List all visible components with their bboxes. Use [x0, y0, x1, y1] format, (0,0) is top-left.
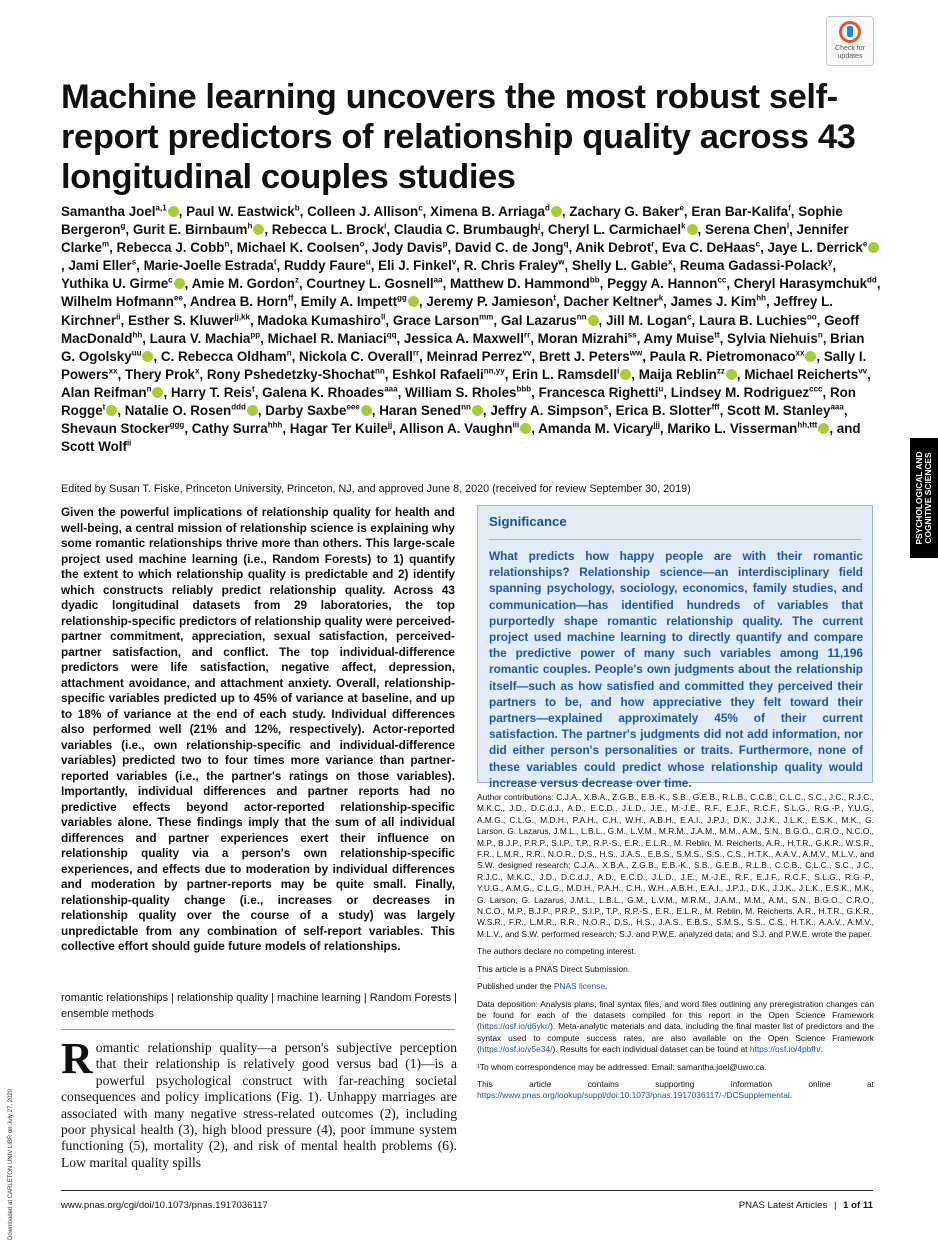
section-side-tab [910, 438, 938, 558]
edited-by-line: Edited by Susan T. Fiske, Princeton University, Princeton, NJ, and approved June 8, 2020 (received for review September 30, 2019) [61, 483, 691, 495]
journal-name: PNAS Latest Articles [738, 1200, 828, 1211]
footer-separator: | [833, 1200, 837, 1211]
significance-heading: Significance [489, 514, 567, 529]
keywords: romantic relationships | relationship quality | machine learning | Random Forests | ensemble methods [61, 992, 458, 1020]
author-list: Samantha Joel$^{a,1}$ , Paul W. Eastwick$^b$, Colleen J. Allison$^c$, Ximena B. Arriaga$^d$ , Zachary G. Baker$^e$, Eran Bar-Kalifa$^f$, Sophie Bergeron$^g$, Gurit E. Birnbaum$^h$ , Rebecca L. Brock$^i$, Claudia C. Brumbaugh$^j$, Cheryl L. Carmichael$^k$ , Serena Chen$^l$, Jennifer Clarke$^m$, Rebecca J. Cobb$^n$, Michael K. Coolsen$^o$, Jody Davis$^p$, David C. de Jong$^q$, Anik Debrot$^r$, Eva C. DeHaas$^c$, Jaye L. Derrick$^e$, Jami Eller$^s$, Marie-Joelle Estrada$^t$, Ruddy Faure$^u$, Eli J. Finkel$^v$, R. Chris Fraley$^w$, Shelly L. Gable$^x$, Reuma Gadassi-Polack$^y$, Yuthika U. Girme$^c$ , Amie M. Gordon$^z$, Courtney L. Gosnell$^{aa}$, Matthew D. Hammond$^{bb}$, Peggy A. Hannon$^{cc}$, Cheryl Harasymchuk$^{dd}$, Wilhelm Hofmann$^{ee}$, Andrea B. Horn$^{ff}$, Emily A. Impett$^{gg}$ , Jeremy P. Jamieson$^t$, Dacher Keltner$^k$, James J. Kim$^{hh}$, Jeffrey L. Kirchner$^{ii}$, Esther S. Kluwer$^{jj,kk}$, Madoka Kumashiro$^{ll}$, Grace Larson$^{mm}$, Gal Lazarus$^{nn}$ , Jill M. Logan$^c$, Laura B. Luchies$^{oo}$, Geoff MacDonald$^{hh}$, Laura V. Machia$^{pp}$, Michael R. Maniaci$^{qq}$, Jessica A. Maxwell$^{rr}$, Moran Mizrahi$^{ss}$, Amy Muise$^{tt}$, Sylvia Niehuis$^n$, Brian G. Ogolsky$^{uu}$ , C. Rebecca Oldham$^n$, Nickola C. Overall$^{rr}$, Meinrad Perrez$^{vv}$, Brett J. Peters$^{ww}$, Paula R. Pietromonaco$^{xx}$ , Sally I. Powers$^{xx}$, Thery Prok$^x$, Rony Pshedetzky-Shochat$^{nn}$, Eshkol Rafaeli$^{nn,yy}$, Erin L. Ramsdell$^i$ , Maija Reblin$^{zz}$ , Michael Reicherts$^{vv}$, Alan Reifman$^n$ , Harry T. Reis$^t$, Galena K. Rhoades$^{aaa}$, William S. Rholes$^{bbb}$, Francesca Righetti$^u$, Lindsey M. Rodriguez$^{ccc}$, Ron Rogge$^t$ , Natalie O. Rosen$^{ddd}$ , Darby Saxbe$^{eee}$ , Haran Sened$^{nn}$ , Jeffry A. Simpson$^s$, Erica B. Slotter$^{fff}$, Scott M. Stanley$^{aaa}$, Shevaun Stocker$^{ggg}$, Cathy Surra$^{hhh}$, Hagar Ter Kuile$^{jj}$, Allison A. Vaughn$^{iii}$ , Amanda M. Vicary$^{jjj}$, Mariko L. Visserman$^{hh,ttt}$ , and Scott Wolf$^{ii}$ [61, 203, 881, 455]
deposition-text-3: ). Results for each individual dataset can be found at [552, 1044, 750, 1055]
side-tab-line-1: PSYCHOLOGICAL AND [914, 451, 924, 545]
osf-link-1[interactable]: https://osf.io/d6ykr/ [479, 1021, 551, 1032]
abstract: Given the powerful implications of relationship quality for health and well-being, a central mission of relationship science is explaining why some romantic relationships thrive more than others. This large-scale project used machine learning (i.e., Random Forests) to 1) quantify the extent to which relationship quality is predictable and 2) identify which constructs reliably predict relationship quality. Across 43 dyadic longitudinal datasets from 29 laboratories, the top relationship-specific predictors of relationship quality were perceived-partner commitment, appreciation, sexual satisfaction, perceived-partner satisfaction, and conflict. The top individual-difference predictors were life satisfaction, negative affect, depression, attachment avoidance, and attachment anxiety. Overall, relationship-specific variables predicted up to 45% of variance at baseline, and up to 18% of variance at the end of each study. Individual differences also performed well (21% and 12%, respectively). Actor-reported variables (i.e., own relationship-specific and individual-difference variables) predicted two to four times more variance than partner-reported variables (i.e., the partner's ratings on those variables). Importantly, individual differences and partner reports had no predictive effects beyond actor-reported relationship-specific variables alone. These findings imply that the sum of all individual differences and partner experiences exert their influence on relationship quality via a person's own relationship-specific experiences, and effects due to moderation by individual differences and moderation by partner-reports may be quite small. Finally, relationship-quality change (i.e., increases or decreases in relationship quality over the course of a study) was largely unpredictable from any combination of self-report variables. This collective effort should guide future models of relationships. [61, 505, 455, 953]
deposition-text-1: Data deposition: Analysis plans, final syntax files, and word files outlining any preregistration changes can be found for each of the datasets compiled for this report in the Open Science Framework ( [477, 998, 874, 1032]
osf-link-2[interactable]: https://osf.io/v5e34/ [479, 1044, 553, 1055]
author-contributions: Author contributions: C.J.A., X.B.A., Z.G.B., E.B.-K., S.B., G.E.B., R.L.B., C.C.B., C.L.C., S.C., J.C., R.J.C., M.K.C., J.D., D.C.d.J., A.D., E.C.D., J.L.D., J.E., M.-J.E., R.F., E.J.F., R.C.F., S.L.G., R.G.-P., Y.U.G., A.M.G., C.L.G., M.D.H., P.A.H., C.H., W.H., A.B.H., E.A.I., J.P.J., D.K., J.J.K., J.L.K., E.S.K., M.K., G. Larson, G. Lazarus, J.M.L., L.B.L., G.M., L.V.M., M.R.M., J.A.M., M.M., A.M., S.N., B.G.O., C.R.O., N.C.O., M.P., B.J.P., P.R.P., S.I.P., T.P., R.P.-S., E.R., E.L.R., M. Reblin, M. Reicherts, A.R., H.T.R., G.K.R., W.S.R., F.R., L.M.R., R.R., N.O.R., D.S., H.S., J.A.S., E.B.S., S.M.S., S.S., C.S., H.T.K., A.A.V., A.M.V., M.L.V., and S.W. designed research; C.J.A., X.B.A., Z.G.B., E.B.-K., S.B., G.E.B., R.L.B., C.C.B., C.L.C., S.C., J.C., R.J.C., M.K.C., J.D., D.C.d.J., A.D., E.C.D., J.L.D., J.E., M.-J.E., R.F., E.J.F., R.C.F., S.L.G., R.G.-P., Y.U.G., A.M.G., C.L.G., M.D.H., P.A.H., C.H., W.H., A.B.H., E.A.I., J.P.J., D.K., J.J.K., J.L.K., E.S.K., M.K., G. Larson, G. Lazarus, J.M.L., L.B.L., G.M., L.V.M., M.R.M., J.A.M., M.M., A.M., S.N., B.G.O., C.R.O., N.C.O., M.P., B.J.P., P.R.P., S.I.P., T.P., R.P.-S., E.R., E.L.R., M. Reblin, M. Reicherts, A.R., H.T.R., G.K.R., W.S.R., F.R., L.M.R., R.R., N.O.R., D.S., H.S., J.A.S., E.B.S., S.M.S., S.S., C.S., H.T.K., A.A.V., A.M.V., M.L.V., and S.W. performed research; S.J. and P.W.E. analyzed data; and S.J. and P.W.E. wrote the paper. [477, 792, 874, 939]
footer-divider [61, 1190, 873, 1191]
article-title: Machine learning uncovers the most robust self-report predictors of relationship quality across 43 longitudinal couples studies [61, 78, 856, 196]
keywords-divider [61, 1029, 455, 1030]
direct-submission: This article is a PNAS Direct Submission. [477, 963, 631, 974]
crossmark-icon [839, 21, 861, 43]
page-footer [600, 1200, 873, 1211]
deposition-text-2: ). Meta-analytic materials and data, including the final master list of predictors and the syntax used to compute success rates, are also available on the Open Science Framework ( [477, 1021, 874, 1055]
doi-url[interactable]: www.pnas.org/cgi/doi/10.1073/pnas.1917036117 [61, 1200, 268, 1211]
data-deposition [477, 999, 874, 1056]
supplemental-link[interactable]: https://www.pnas.org/lookup/suppl/doi:10.1073/pnas.1917036117/-/DCSupplemental [477, 1090, 790, 1101]
badge-label-1: Check for [835, 45, 865, 52]
download-watermark: Downloaded at CARLETON UNIV LIBR on July 27, 2020 [8, 1089, 14, 1240]
supporting-suffix: . [789, 1090, 793, 1101]
deposition-text-4: . [820, 1044, 823, 1055]
correspondence-note: ¹To whom correspondence may be addressed. Email: samantha.joel@uwo.ca. [477, 1061, 767, 1072]
pnas-license-link[interactable]: PNAS license [553, 981, 606, 992]
significance-box [477, 505, 873, 790]
supporting-info [477, 1079, 874, 1102]
license-prefix: Published under the [477, 981, 554, 992]
page-number: 1 of 11 [843, 1200, 873, 1211]
supporting-prefix: This article contains supporting information online at [477, 1078, 874, 1089]
license-suffix: . [605, 981, 608, 992]
significance-text: What predicts how happy people are with their romantic relationships? Relationship science—an interdisciplinary field spanning psychology, sociology, economics, family studies, and communication—has identified hundreds of variables that purportedly shape romantic relationship quality. The current project used machine learning to directly quantify and compare the predictive power of many such variables among 11,196 romantic couples. People's own judgments about the relationship itself—such as how satisfied and committed they perceived their partners to be, and how appreciative they felt toward their partners—explained approximately 45% of their current satisfaction. The partner's judgments did not add information, nor did either person's personalities or traits. Furthermore, none of these variables could predict whose relationship quality would increase versus decrease over time. [489, 549, 863, 790]
competing-interest: The authors declare no competing interest. [477, 946, 637, 957]
badge-label-2: updates [837, 53, 863, 60]
check-for-updates-badge[interactable] [826, 16, 874, 66]
license-note [477, 981, 874, 992]
intro-text: omantic relationship quality—a person's subjective perception that their relationship is relatively good versus bad (1)—is a powerful psychological construct with far-reaching societal consequences and policy implications (Fig. 1). Unhappy marriages are associated with many negative stress-related outcomes (2), including poor physical health (3), high blood pressure (4), poor immune system functioning (5), mortality (2), and risk of mental health problems (6). Low marital quality spills [61, 1040, 457, 1170]
intro-paragraph [61, 1034, 457, 1171]
osf-link-3[interactable]: https://osf.io/4pbfh/ [749, 1044, 821, 1055]
significance-divider [489, 539, 861, 540]
side-tab-line-2: COGNITIVE SCIENCES [923, 452, 933, 544]
drop-cap: R [61, 1034, 93, 1083]
article-notes [477, 792, 874, 1108]
